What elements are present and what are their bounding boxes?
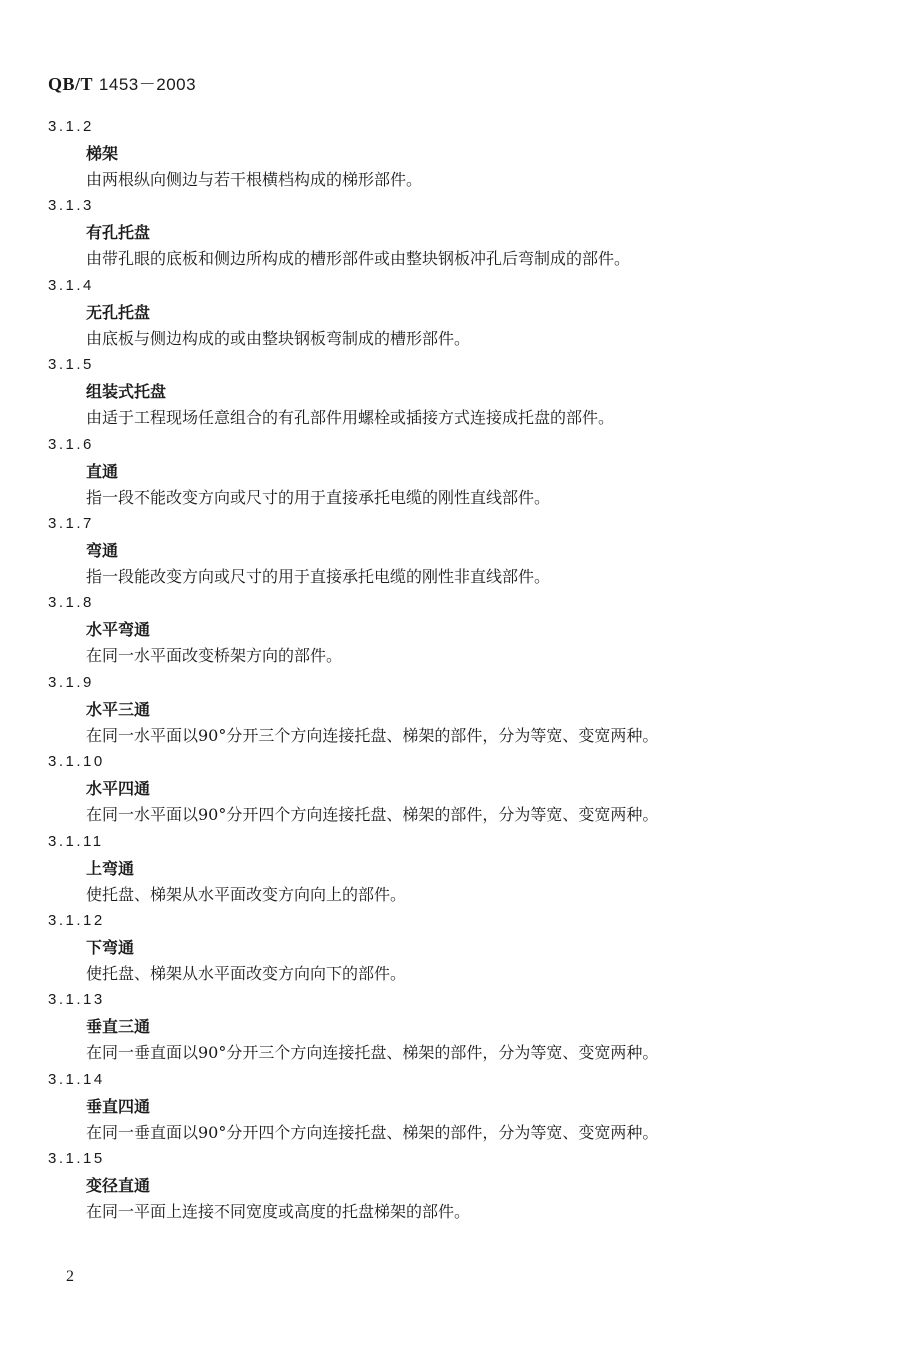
term-definition: 在同一垂直面以90°分开三个方向连接托盘、梯架的部件，分为等宽、变宽两种。	[86, 1043, 659, 1063]
clause-number: 3.1.5	[48, 356, 94, 374]
definition-entry	[0, 276, 900, 355]
term-definition: 由两根纵向侧边与若干根横档构成的梯形部件。	[86, 170, 423, 189]
clause-number: 3.1.10	[48, 753, 105, 771]
term-definition: 在同一水平面以90°分开四个方向连接托盘、梯架的部件，分为等宽、变宽两种。	[86, 805, 659, 825]
term-heading: 有孔托盘	[86, 223, 151, 243]
term-heading: 梯架	[86, 144, 119, 163]
term-definition: 在同一垂直面以90°分开四个方向连接托盘、梯架的部件，分为等宽、变宽两种。	[86, 1122, 659, 1142]
clause-number: 3.1.14	[48, 1070, 105, 1088]
clause-number: 3.1.9	[48, 673, 94, 691]
term-definition: 在同一水平面改变桥架方向的部件。	[86, 646, 343, 666]
definition-entry	[0, 355, 900, 434]
term-heading: 水平弯通	[86, 620, 151, 640]
definitions-list	[0, 117, 900, 1228]
clause-number: 3.1.4	[48, 276, 94, 294]
clause-number: 3.1.8	[48, 594, 94, 612]
definition-entry	[0, 435, 900, 514]
term-definition: 在同一水平面以90°分开三个方向连接托盘、梯架的部件，分为等宽、变宽两种。	[86, 725, 659, 745]
term-definition: 指一段不能改变方向或尺寸的用于直接承托电缆的刚性直线部件。	[86, 487, 551, 507]
clause-number: 3.1.2	[48, 118, 94, 135]
term-heading: 上弯通	[86, 858, 135, 878]
standard-number: 1453－2003	[98, 75, 197, 94]
term-heading: 直通	[86, 461, 119, 481]
definition-entry	[0, 196, 900, 275]
definition-entry	[0, 832, 900, 911]
standard-code: QB/T	[48, 74, 94, 94]
clause-number: 3.1.13	[48, 991, 105, 1009]
definition-entry	[0, 673, 900, 752]
term-definition: 使托盘、梯架从水平面改变方向向下的部件。	[86, 963, 407, 983]
term-definition: 使托盘、梯架从水平面改变方向向上的部件。	[86, 884, 407, 904]
term-heading: 水平四通	[86, 779, 151, 799]
term-definition: 由适于工程现场任意组合的有孔部件用螺栓或插接方式连接成托盘的部件。	[86, 408, 615, 428]
clause-number: 3.1.12	[48, 911, 105, 929]
clause-number: 3.1.15	[48, 1150, 105, 1168]
definition-entry	[0, 514, 900, 593]
clause-number: 3.1.7	[48, 514, 94, 532]
term-definition: 在同一平面上连接不同宽度或高度的托盘梯架的部件。	[86, 1202, 471, 1222]
term-heading: 变径直通	[86, 1176, 151, 1196]
term-heading: 水平三通	[86, 699, 151, 719]
clause-number: 3.1.6	[48, 435, 94, 453]
definition-entry	[0, 1149, 900, 1228]
term-heading: 垂直三通	[86, 1017, 151, 1037]
term-heading: 垂直四通	[86, 1096, 151, 1116]
definition-entry	[0, 752, 900, 831]
clause-number: 3.1.3	[48, 197, 94, 215]
page-number: 2	[66, 1268, 74, 1285]
term-definition: 由带孔眼的底板和侧边所构成的槽形部件或由整块钢板冲孔后弯制成的部件。	[86, 249, 631, 269]
definition-entry	[0, 117, 900, 196]
definition-entry	[0, 911, 900, 990]
term-heading: 弯通	[86, 540, 119, 560]
term-heading: 无孔托盘	[86, 302, 151, 322]
term-definition: 指一段能改变方向或尺寸的用于直接承托电缆的刚性非直线部件。	[86, 566, 551, 586]
definition-entry	[0, 1070, 900, 1149]
clause-number: 3.1.11	[48, 832, 104, 850]
document-header	[48, 70, 196, 95]
term-heading: 下弯通	[86, 937, 135, 957]
term-definition: 由底板与侧边构成的或由整块钢板弯制成的槽形部件。	[86, 328, 471, 348]
definition-entry	[0, 990, 900, 1069]
term-heading: 组装式托盘	[86, 382, 167, 402]
definition-entry	[0, 593, 900, 672]
